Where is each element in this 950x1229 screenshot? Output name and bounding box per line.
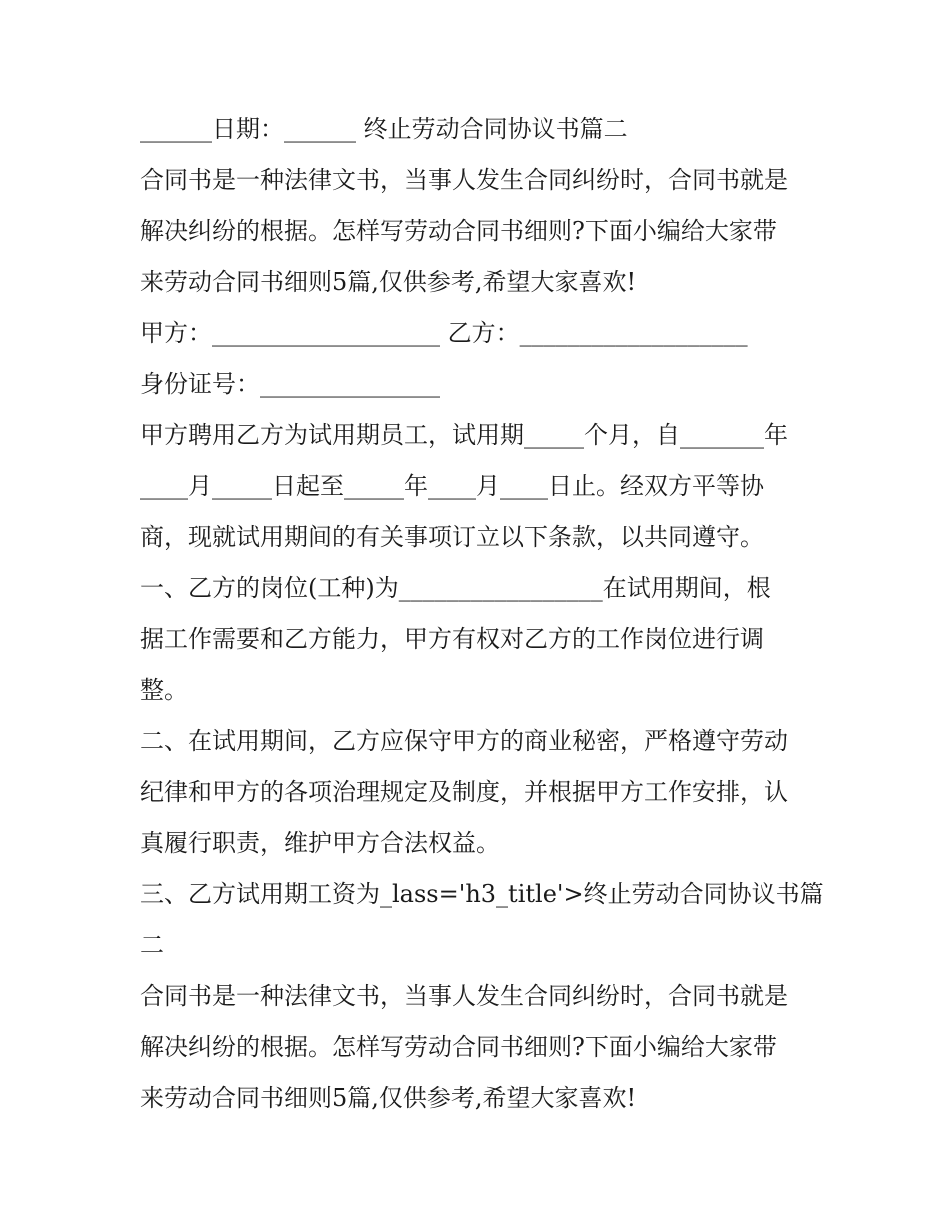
intro-paragraph-line-2: 解决纠纷的根据。怎样写劳动合同书细则?下面小编给大家带 (140, 217, 777, 245)
clause-1-line-1: 一、乙方的岗位(工种)为_________________在试用期间，根 (140, 574, 771, 602)
probation-paragraph-line-1: 甲方聘用乙方为试用期员工，试用期_____个月，自_______年 (140, 421, 788, 449)
clause-1-line-2: 据工作需要和乙方能力，甲方有权对乙方的工作岗位进行调 (140, 625, 764, 653)
repeat-intro-line-1: 合同书是一种法律文书，当事人发生合同纠纷时，合同书就是 (140, 982, 788, 1010)
id-number-line: 身份证号：_______________ (140, 370, 440, 398)
clause-2-line-2: 纪律和甲方的各项治理规定及制度，并根据甲方工作安排，认 (140, 778, 788, 806)
clause-3-line-2: 二 (140, 931, 164, 959)
repeat-intro-line-3: 来劳动合同书细则5篇,仅供参考,希望大家喜欢! (140, 1084, 637, 1112)
probation-paragraph-line-2: ____月_____日起至_____年____月____日止。经双方平等协 (140, 472, 764, 500)
party-a-b-line: 甲方：___________________ 乙方：___________________ (140, 319, 748, 347)
date-and-title-line: ______日期：______ 终止劳动合同协议书篇二 (140, 115, 628, 143)
clause-2-line-1: 二、在试用期间，乙方应保守甲方的商业秘密，严格遵守劳动 (140, 727, 788, 755)
clause-1-line-3: 整。 (140, 676, 188, 704)
intro-paragraph-line-3: 来劳动合同书细则5篇,仅供参考,希望大家喜欢! (140, 268, 637, 296)
probation-paragraph-line-3: 商，现就试用期间的有关事项订立以下条款，以共同遵守。 (140, 523, 764, 551)
clause-3-line-1: 三、乙方试用期工资为_lass='h3_title'>终止劳动合同协议书篇 (140, 880, 824, 908)
intro-paragraph-line-1: 合同书是一种法律文书，当事人发生合同纠纷时，合同书就是 (140, 166, 788, 194)
clause-2-line-3: 真履行职责，维护甲方合法权益。 (140, 829, 500, 857)
repeat-intro-line-2: 解决纠纷的根据。怎样写劳动合同书细则?下面小编给大家带 (140, 1033, 777, 1061)
